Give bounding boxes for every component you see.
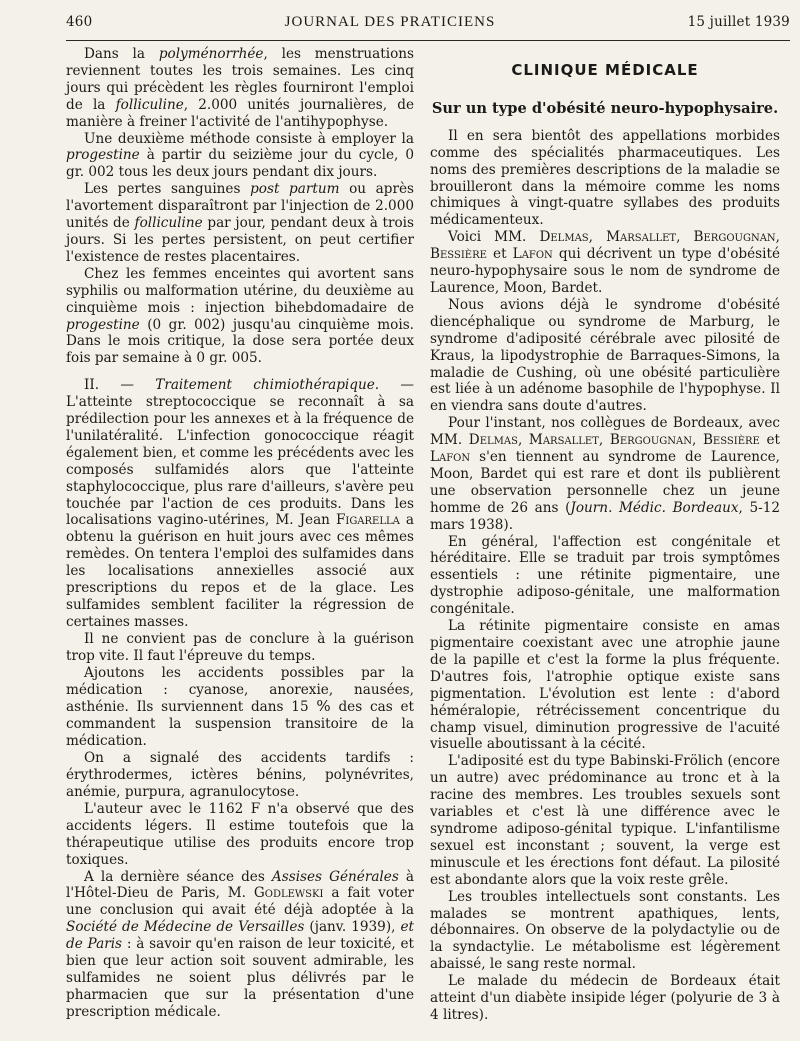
paragraph-progestine: Une deuxième méthode consiste à employer la progestine à partir du seizième jour du cycle, 0 gr. 002 tous les deux jours pendant dix jours. <box>66 130 414 181</box>
journal-title: JOURNAL DES PRATICIENS <box>284 14 496 30</box>
paragraph-troubles-intellectuels: Les troubles intellectuels sont constants. Les malades se montrent apathiques, lents, débonnaires. On observe de la polydactylie ou de la syndactylie. Le métabolisme est légèrement abaissé, le sang reste normal. <box>430 888 780 973</box>
paragraph-accidents: Ajoutons les accidents possibles par la médication : cyanose, anorexie, nausées, asthénie. Ils surviennent dans 15 % des cas et commandent la suspension transitoire de la médication. <box>66 664 414 750</box>
paragraph-appellations: Il en sera bientôt des appellations morbides comme des spécialités pharmaceutiques. Les noms des premières descriptions de la maladie se brouilleront dans la mémoire comme les noms chimiques à vingt-quatre syllabes des produits médicamenteux. <box>430 127 780 229</box>
right-column <box>430 46 780 1024</box>
paragraph-femmes-enceintes: Chez les femmes enceintes qui avortent sans syphilis ou malformation utérine, du deuxième au cinquième mois : injection bihebdomadaire de progestine (0 gr. 002) jusqu'au cinquième mois. Dans le mois critique, la dose sera portée deux fois par semaine à 0 gr. 005. <box>66 265 414 367</box>
left-column <box>66 46 414 1021</box>
paragraph-assises: A la dernière séance des Assises Générales à l'Hôtel-Dieu de Paris, M. Godlewski a fait voter une conclusion qui avait été déjà adoptée à la Société de Médecine de Versailles (janv. 1939), et de Paris : à savoir qu'en raison de leur toxicité, et bien que leur action soit souvent admirable, les sulfamides ne soient plus délivrés par le pharmacien que sur la présentation d'une prescription médicale. <box>66 868 415 1020</box>
paragraph-diabete: Le malade du médecin de Bordeaux était atteint d'un diabète insipide léger (polyurie de 3 à 4 litres). <box>430 973 780 1023</box>
paragraph-auteurs: Voici MM. Delmas, Marsallet, Bergougnan, Bessière et Lafon qui décrivent un type d'obésité neuro-hypophysaire sous le nom de syndrome de Laurence, Moon, Bardet. <box>430 229 780 296</box>
paragraph-chimiotherapie: II. — Traitement chimiothérapique. — L'atteinte streptococcique se reconnaît à sa prédilection pour les annexes et à la fréquence de l'unilatéralité. L'infection gonococcique réagit également bien, et comme les précédents avec les composés sulfamidés alors que l'atteinte staphylococcique, plus rare d'ailleurs, s'avère peu touchée par l'action de ces produits. Dans les localisations vagino-utérines, M. Jean Figarella a obtenu la guérison en huit jours avec ces mêmes remèdes. On tentera l'emploi des sulfamides dans les localisations annexielles associé aux prescriptions du repos et de la glace. Les sulfamides semblent faciliter la régression de certaines masses. <box>66 377 415 630</box>
issue-date: 15 juillet 1939 <box>687 14 790 30</box>
paragraph-auteur: L'auteur avec le 1162 F n'a observé que des accidents légers. Il estime toutefois que la thérapeutique utilise des produits encore trop toxiques. <box>66 800 414 868</box>
running-header <box>66 14 790 41</box>
paragraph-adiposite: L'adiposité est du type Babinski-Frölich (encore un autre) avec prédominance au tronc et à la racine des membres. Les troubles sexuels sont variables et c'est là une différence avec le syndrome adiposo-génital typique. L'infantilisme sexuel est inconstant ; souvent, la verge est minuscule et les érections font défaut. La pilosité est abondante alors que la voix reste grêle. <box>430 753 780 888</box>
paragraph-retinite: La rétinite pigmentaire consiste en amas pigmentaire coexistant avec une atrophie jaune de la papille et c'est la forme la plus fréquente. D'autres fois, l'atrophie optique existe sans pigmentation. L'évolution est lente : d'abord héméralopie, rétrécissement concentrique du champ visuel, diminution progressive de l'acuité visuelle aboutissant à la cécité. <box>430 618 780 753</box>
paragraph-syndromes: Nous avions déjà le syndrome d'obésité diencéphalique ou syndrome de Marburg, le syndrome d'adiposité cérébrale avec pilosité de Kraus, la lipodystrophie de Barraques-Simons, la maladie de Cushing, où une obésité particulière est liée à un adénome basophile de l'hypophyse. Il en viendra sans doute d'autres. <box>430 296 780 415</box>
paragraph-guerison: Il ne convient pas de conclure à la guérison trop vite. Il faut l'épreuve du temps. <box>66 630 414 664</box>
article-title: Sur un type d'obésité neuro-hypophysaire. <box>431 99 779 117</box>
page-number: 460 <box>66 14 93 30</box>
paragraph-pertes-sanguines: Les pertes sanguines post partum ou après l'avortement disparaîtront par l'injection de 2.000 unités de folliculine par jour, pendant deux à trois jours. Si les pertes persistent, on peut certifier l'existence de restes placentaires. <box>66 181 415 265</box>
section-title: CLINIQUE MÉDICALE <box>511 61 699 79</box>
paragraph-bordeaux: Pour l'instant, nos collègues de Bordeaux, avec MM. Delmas, Marsallet, Bergougnan, Bessière et Lafon s'en tiennent au syndrome de Laurence, Moon, Bardet qui est rare et dont ils publièrent une observation personnelle chez un jeune homme de 26 ans (Journ. Médic. Bordeaux, 5-12 mars 1938). <box>430 415 780 533</box>
paragraph-polymenorrhee: Dans la polyménorrhée, les menstruations reviennent toutes les trois semaines. Les cinq jours qui précèdent les règles fourniront l'emploi de la folliculine, 2.000 unités journalières, de manière à freiner l'activité de l'antihypophyse. <box>66 46 415 130</box>
paragraph-accidents-tardifs: On a signalé des accidents tardifs : érythrodermes, ictères bénins, polynévrites, anémie, purpura, agranulocytose. <box>66 750 414 800</box>
paragraph-affection: En général, l'affection est congénitale et héréditaire. Elle se traduit par trois symptômes essentiels : une rétinite pigmentaire, une dystrophie adiposo-génitale, une malformation congénitale. <box>430 533 780 618</box>
